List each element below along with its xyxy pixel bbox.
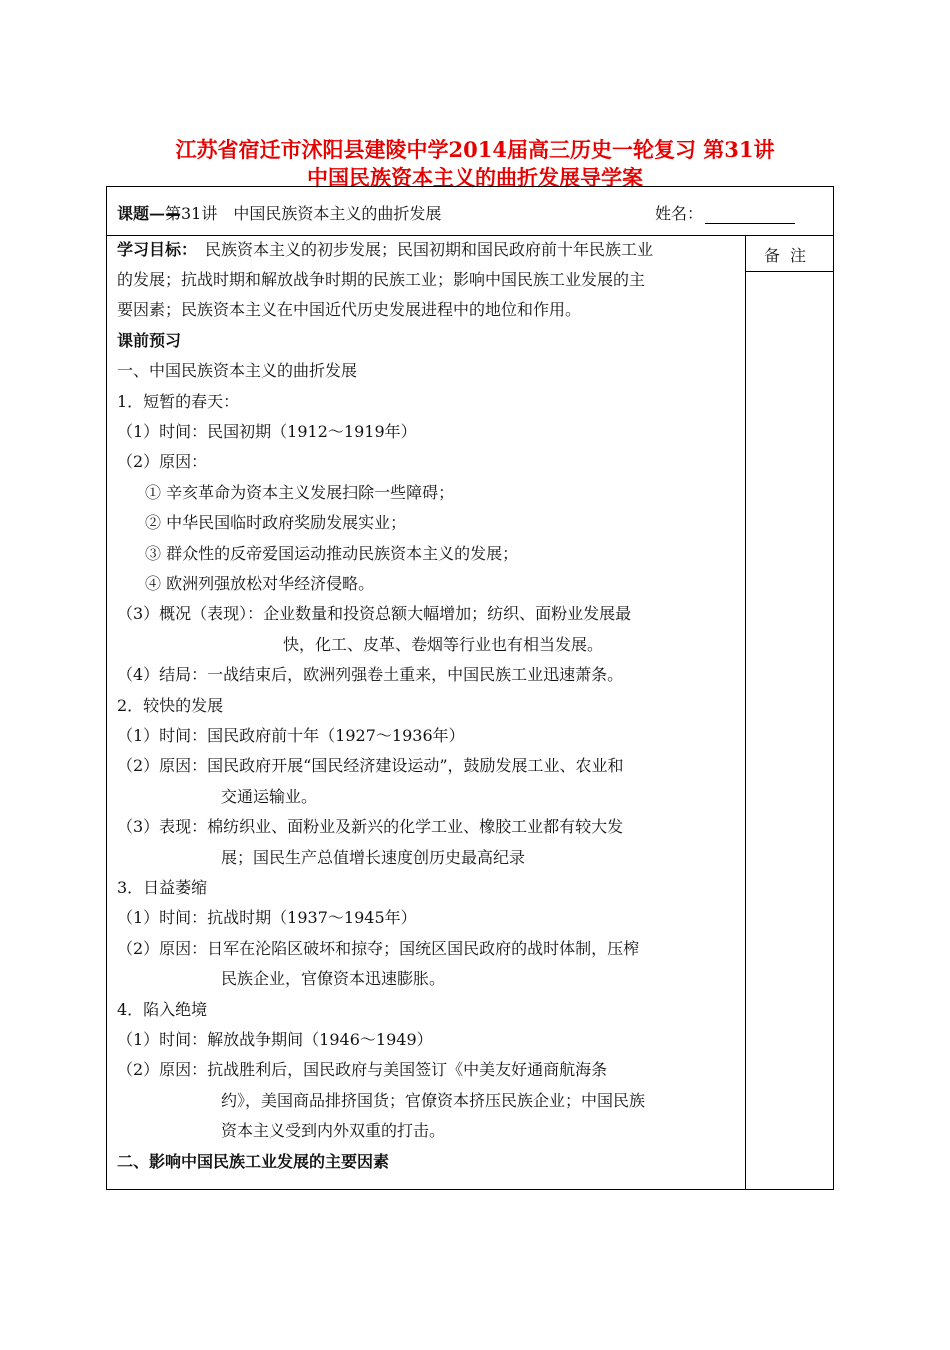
text-line: （1）时间：民国初期（1912～1919年）	[117, 422, 417, 441]
text-line: （4）结局：一战结束后，欧洲列强卷土重来，中国民族工业迅速萧条。	[117, 665, 624, 684]
text-line: （1）时间：解放战争期间（1946～1949）	[117, 1030, 433, 1049]
text-line: （3）概况（表现）：企业数量和投资总额大幅增加；纺织、面粉业发展最	[117, 604, 632, 623]
list-item: ③ 群众性的反帝爱国运动推动民族资本主义的发展；	[145, 544, 519, 563]
subsection-heading: 3．日益萎缩	[117, 878, 208, 897]
text-line: （2）原因：	[117, 452, 208, 471]
section-heading: 课前预习	[117, 331, 182, 350]
text-line: 民族企业，官僚资本迅速膨胀。	[221, 969, 446, 988]
text-line: 展；国民生产总值增长速度创历史最高纪录	[221, 848, 526, 867]
objective-line: 的发展；抗战时期和解放战争时期的民族工业；影响中国民族工业发展的主	[117, 270, 646, 289]
objective-line: 民族资本主义的初步发展；民国初期和国民政府前十年民族工业	[205, 240, 654, 259]
subsection-heading: 1．短暂的春天：	[117, 392, 240, 411]
name-blank-line[interactable]	[705, 207, 795, 224]
objective-label: 学习目标：	[117, 240, 198, 259]
text-line: （3）表现：棉纺织业、面粉业及新兴的化学工业、橡胶工业都有较大发	[117, 817, 624, 836]
text-line: （2）原因：日军在沦陷区破坏和掠夺；国统区国民政府的战时体制，压榨	[117, 939, 640, 958]
note-column-header: 备注	[763, 246, 816, 265]
name-field	[655, 201, 795, 224]
text-line: （1）时间：抗战时期（1937～1945年）	[117, 908, 417, 927]
note-header-divider	[746, 271, 833, 272]
text-line: 资本主义受到内外双重的打击。	[221, 1121, 446, 1140]
list-item: ④ 欧洲列强放松对华经济侵略。	[145, 574, 375, 593]
text-line: （2）原因：国民政府开展“国民经济建设运动”，鼓励发展工业、农业和	[117, 756, 624, 775]
text-line: 快，化工、皮革、卷烟等行业也有相当发展。	[283, 635, 604, 654]
objective-line: 要因素；民族资本主义在中国近代历史发展进程中的地位和作用。	[117, 300, 582, 319]
name-label: 姓名：	[655, 204, 704, 223]
text-line: （1）时间：国民政府前十年（1927～1936年）	[117, 726, 465, 745]
worksheet-table	[106, 186, 834, 1190]
section-heading: 一、中国民族资本主义的曲折发展	[117, 361, 358, 380]
title-line-1: 江苏省宿迁市沭阳县建陵中学2014届高三历史一轮复习 第31讲	[175, 137, 775, 162]
text-line: 约》，美国商品排挤国货；官僚资本挤压民族企业；中国民族	[221, 1091, 646, 1110]
title-line-2: 中国民族资本主义的曲折发展导学案	[307, 165, 643, 190]
text-line: （2）原因：抗战胜利后，国民政府与美国签订《中美友好通商航海条	[117, 1060, 608, 1079]
header-row	[107, 187, 833, 236]
list-item: ② 中华民国临时政府奖励发展实业；	[145, 513, 407, 532]
subsection-heading: 2．较快的发展	[117, 696, 224, 715]
document-title	[0, 136, 950, 192]
column-divider	[745, 235, 746, 1189]
section-heading: 二、影响中国民族工业发展的主要因素	[117, 1152, 390, 1171]
subject-label: 课题——	[117, 204, 182, 223]
subsection-heading: 4．陷入绝境	[117, 1000, 208, 1019]
subject-text: 第31讲 中国民族资本主义的曲折发展	[165, 204, 442, 223]
list-item: ① 辛亥革命为资本主义发展扫除一些障碍；	[145, 483, 455, 502]
text-line: 交通运输业。	[221, 787, 318, 806]
